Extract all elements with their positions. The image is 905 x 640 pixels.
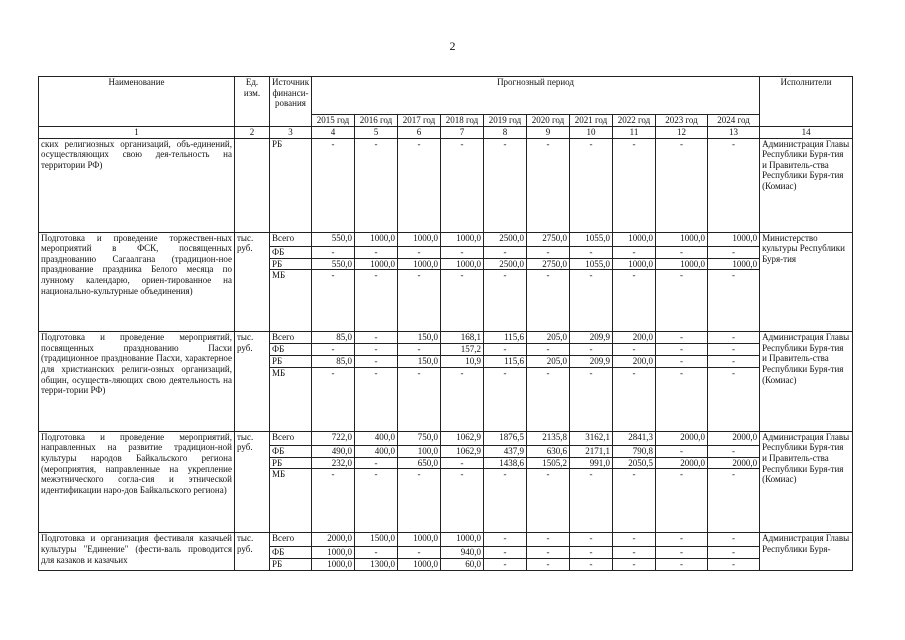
value-cell: - bbox=[708, 356, 760, 368]
value-cell: - bbox=[570, 469, 613, 533]
value-cell: - bbox=[398, 367, 441, 431]
value-cell: 722,0 bbox=[312, 431, 355, 445]
value-cell: - bbox=[656, 332, 708, 344]
value-cell: 2000,0 bbox=[656, 457, 708, 469]
value-cell: - bbox=[708, 533, 760, 547]
row-name: Подготовка и проведение мероприятий, посвященных празднованию Пасхи (традиционное празднование Пасхи, характерное для христианских религи-озных организаций, общин, осуществ-ляющих свою деятельность на терри-тории РФ) bbox=[39, 332, 235, 432]
value-cell: - bbox=[355, 547, 398, 559]
value-cell: - bbox=[570, 367, 613, 431]
value-cell: - bbox=[527, 246, 570, 258]
row-source: МБ bbox=[270, 270, 312, 332]
value-cell: 2750,0 bbox=[527, 258, 570, 270]
value-cell: 168,1 bbox=[441, 332, 484, 344]
value-cell: 650,0 bbox=[398, 457, 441, 469]
value-cell: 2500,0 bbox=[484, 232, 527, 246]
value-cell: 1055,0 bbox=[570, 258, 613, 270]
value-cell: - bbox=[398, 270, 441, 332]
value-cell: - bbox=[656, 138, 708, 232]
value-cell: 2000,0 bbox=[708, 457, 760, 469]
value-cell: - bbox=[570, 547, 613, 559]
value-cell: - bbox=[312, 270, 355, 332]
row-source: РБ bbox=[270, 258, 312, 270]
value-cell: 205,0 bbox=[527, 332, 570, 344]
value-cell: 750,0 bbox=[398, 431, 441, 445]
value-cell: - bbox=[312, 367, 355, 431]
value-cell: - bbox=[656, 559, 708, 571]
value-cell: - bbox=[656, 367, 708, 431]
value-cell: 200,0 bbox=[613, 332, 656, 344]
header-executors: Исполнители bbox=[760, 77, 853, 127]
value-cell: 2171,1 bbox=[570, 445, 613, 457]
value-cell: - bbox=[355, 356, 398, 368]
value-cell: 1000,0 bbox=[398, 533, 441, 547]
value-cell: 2500,0 bbox=[484, 258, 527, 270]
row-unit: тыс. руб. bbox=[235, 533, 270, 571]
col-number: 11 bbox=[613, 127, 656, 139]
col-number: 8 bbox=[484, 127, 527, 139]
value-cell: - bbox=[527, 344, 570, 356]
value-cell: 437,9 bbox=[484, 445, 527, 457]
value-cell: - bbox=[570, 246, 613, 258]
year-header: 2017 год bbox=[398, 115, 441, 127]
col-number: 3 bbox=[270, 127, 312, 139]
value-cell: - bbox=[355, 270, 398, 332]
value-cell: - bbox=[708, 469, 760, 533]
value-cell: 1000,0 bbox=[398, 232, 441, 246]
value-cell: 490,0 bbox=[312, 445, 355, 457]
budget-table bbox=[38, 76, 853, 571]
row-source: МБ bbox=[270, 367, 312, 431]
row-name: ских религиозных организаций, объ-единений, осуществляющих свою дея-тельность на территории РФ) bbox=[39, 138, 235, 232]
value-cell: 150,0 bbox=[398, 356, 441, 368]
value-cell: 1000,0 bbox=[441, 232, 484, 246]
row-name: Подготовка и проведение торжествен-ных мероприятий в ФСК, посвященных празднованию Сагаалгана (традицион-ное празднование праздника Белого месяца по лунному календарю, ориен-тированное на национально-культурные объединения) bbox=[39, 232, 235, 332]
table-row bbox=[39, 232, 853, 246]
value-cell: - bbox=[656, 246, 708, 258]
col-number: 5 bbox=[355, 127, 398, 139]
value-cell: 1000,0 bbox=[441, 533, 484, 547]
value-cell: 1000,0 bbox=[708, 258, 760, 270]
value-cell: - bbox=[527, 138, 570, 232]
value-cell: 1000,0 bbox=[312, 547, 355, 559]
value-cell: - bbox=[527, 270, 570, 332]
value-cell: 1000,0 bbox=[355, 232, 398, 246]
value-cell: 1062,9 bbox=[441, 431, 484, 445]
value-cell: 2000,0 bbox=[708, 431, 760, 445]
value-cell: 150,0 bbox=[398, 332, 441, 344]
table-row bbox=[39, 138, 853, 232]
col-number: 13 bbox=[708, 127, 760, 139]
value-cell: - bbox=[441, 270, 484, 332]
value-cell: 1000,0 bbox=[656, 258, 708, 270]
table-row bbox=[39, 431, 853, 445]
col-number: 10 bbox=[570, 127, 613, 139]
row-source: МБ bbox=[270, 469, 312, 533]
row-source: РБ bbox=[270, 457, 312, 469]
value-cell: - bbox=[441, 367, 484, 431]
row-source: ФБ bbox=[270, 344, 312, 356]
value-cell: - bbox=[484, 246, 527, 258]
value-cell: 115,6 bbox=[484, 356, 527, 368]
value-cell: - bbox=[484, 547, 527, 559]
row-source: Всего bbox=[270, 232, 312, 246]
row-source: Всего bbox=[270, 332, 312, 344]
value-cell: 2000,0 bbox=[312, 533, 355, 547]
row-executors: Администрация Главы Республики Буря-тия и Правитель-ства Республики Буря-тия (Комиас) bbox=[760, 431, 853, 533]
col-number: 1 bbox=[39, 127, 235, 139]
value-cell: - bbox=[398, 246, 441, 258]
value-cell: - bbox=[570, 344, 613, 356]
value-cell: 630,6 bbox=[527, 445, 570, 457]
value-cell: - bbox=[484, 270, 527, 332]
value-cell: 2000,0 bbox=[656, 431, 708, 445]
row-source: РБ bbox=[270, 356, 312, 368]
value-cell: 2135,8 bbox=[527, 431, 570, 445]
col-number: 2 bbox=[235, 127, 270, 139]
table-row bbox=[39, 533, 853, 547]
value-cell: - bbox=[613, 270, 656, 332]
value-cell: 1505,2 bbox=[527, 457, 570, 469]
value-cell: - bbox=[656, 533, 708, 547]
value-cell: 2050,5 bbox=[613, 457, 656, 469]
value-cell: 1876,5 bbox=[484, 431, 527, 445]
row-executors: Администрация Главы Республики Буря- bbox=[760, 533, 853, 571]
value-cell: - bbox=[708, 332, 760, 344]
col-number: 6 bbox=[398, 127, 441, 139]
value-cell: - bbox=[613, 367, 656, 431]
value-cell: 3162,1 bbox=[570, 431, 613, 445]
value-cell: - bbox=[355, 332, 398, 344]
page-number: 2 bbox=[449, 39, 456, 53]
value-cell: - bbox=[613, 547, 656, 559]
value-cell: - bbox=[355, 246, 398, 258]
value-cell: - bbox=[355, 469, 398, 533]
value-cell: 205,0 bbox=[527, 356, 570, 368]
value-cell: - bbox=[484, 469, 527, 533]
row-source: ФБ bbox=[270, 445, 312, 457]
value-cell: 2750,0 bbox=[527, 232, 570, 246]
value-cell: 400,0 bbox=[355, 445, 398, 457]
value-cell: - bbox=[527, 547, 570, 559]
value-cell: 60,0 bbox=[441, 559, 484, 571]
value-cell: - bbox=[312, 138, 355, 232]
value-cell: - bbox=[355, 138, 398, 232]
value-cell: - bbox=[355, 367, 398, 431]
value-cell: 1055,0 bbox=[570, 232, 613, 246]
value-cell: 1000,0 bbox=[441, 258, 484, 270]
row-unit bbox=[235, 138, 270, 232]
value-cell: - bbox=[613, 138, 656, 232]
header-period: Прогнозный период bbox=[312, 77, 760, 115]
value-cell: - bbox=[312, 246, 355, 258]
row-executors: Администрация Главы Республики Буря-тия и Правитель-ства Республики Буря-тия (Комиас) bbox=[760, 332, 853, 432]
year-header: 2018 год bbox=[441, 115, 484, 127]
value-cell: 1000,0 bbox=[613, 258, 656, 270]
col-number: 7 bbox=[441, 127, 484, 139]
value-cell: - bbox=[527, 559, 570, 571]
value-cell: - bbox=[708, 246, 760, 258]
col-number: 14 bbox=[760, 127, 853, 139]
value-cell: - bbox=[656, 469, 708, 533]
value-cell: - bbox=[613, 344, 656, 356]
value-cell: - bbox=[484, 367, 527, 431]
value-cell: - bbox=[312, 469, 355, 533]
value-cell: - bbox=[527, 367, 570, 431]
value-cell: - bbox=[484, 559, 527, 571]
row-name: Подготовка и проведение мероприятий, направленных на развитие традицион-ной культуры народов Байкальского региона (мероприятия, направленные на укрепление межэтнического согла-сия и этнической идентификации наро-дов Байкальского региона) bbox=[39, 431, 235, 533]
value-cell: 209,9 bbox=[570, 356, 613, 368]
value-cell: 209,9 bbox=[570, 332, 613, 344]
value-cell: - bbox=[398, 469, 441, 533]
row-source: Всего bbox=[270, 431, 312, 445]
value-cell: 1300,0 bbox=[355, 559, 398, 571]
value-cell: - bbox=[484, 533, 527, 547]
value-cell: - bbox=[613, 246, 656, 258]
value-cell: 1000,0 bbox=[656, 232, 708, 246]
value-cell: 10,9 bbox=[441, 356, 484, 368]
row-name: Подготовка и организация фестиваля казачьей культуры "Единение" (фести-валь проводится для казаков и казачьих bbox=[39, 533, 235, 571]
value-cell: - bbox=[570, 559, 613, 571]
value-cell: 790,8 bbox=[613, 445, 656, 457]
value-cell: 200,0 bbox=[613, 356, 656, 368]
value-cell: - bbox=[613, 559, 656, 571]
value-cell: - bbox=[398, 547, 441, 559]
row-unit: тыс. руб. bbox=[235, 332, 270, 432]
value-cell: - bbox=[656, 547, 708, 559]
value-cell: 1500,0 bbox=[355, 533, 398, 547]
table-row bbox=[39, 332, 853, 344]
year-header: 2024 год bbox=[708, 115, 760, 127]
value-cell: - bbox=[355, 344, 398, 356]
header-row-top bbox=[39, 77, 853, 115]
row-source: ФБ bbox=[270, 547, 312, 559]
value-cell: - bbox=[441, 138, 484, 232]
value-cell: - bbox=[613, 469, 656, 533]
value-cell: 1438,6 bbox=[484, 457, 527, 469]
year-header: 2022 год bbox=[613, 115, 656, 127]
value-cell: 550,0 bbox=[312, 258, 355, 270]
value-cell: - bbox=[708, 547, 760, 559]
value-cell: - bbox=[484, 138, 527, 232]
value-cell: - bbox=[312, 344, 355, 356]
header-unit: Ед. изм. bbox=[235, 77, 270, 127]
value-cell: - bbox=[398, 344, 441, 356]
value-cell: 232,0 bbox=[312, 457, 355, 469]
value-cell: - bbox=[708, 445, 760, 457]
row-unit: тыс. руб. bbox=[235, 431, 270, 533]
year-header: 2015 год bbox=[312, 115, 355, 127]
value-cell: - bbox=[441, 457, 484, 469]
year-header: 2023 год bbox=[656, 115, 708, 127]
value-cell: 1000,0 bbox=[708, 232, 760, 246]
value-cell: - bbox=[656, 344, 708, 356]
value-cell: 991,0 bbox=[570, 457, 613, 469]
value-cell: 100,0 bbox=[398, 445, 441, 457]
value-cell: 2841,3 bbox=[613, 431, 656, 445]
value-cell: - bbox=[484, 344, 527, 356]
year-header: 2016 год bbox=[355, 115, 398, 127]
column-numbers-row bbox=[39, 127, 853, 139]
value-cell: 1000,0 bbox=[312, 559, 355, 571]
year-header: 2020 год bbox=[527, 115, 570, 127]
value-cell: 1062,9 bbox=[441, 445, 484, 457]
value-cell: - bbox=[398, 138, 441, 232]
value-cell: 115,6 bbox=[484, 332, 527, 344]
value-cell: - bbox=[708, 270, 760, 332]
row-source: РБ bbox=[270, 138, 312, 232]
value-cell: 157,2 bbox=[441, 344, 484, 356]
value-cell: - bbox=[527, 469, 570, 533]
value-cell: - bbox=[708, 367, 760, 431]
row-source: РБ bbox=[270, 559, 312, 571]
value-cell: 550,0 bbox=[312, 232, 355, 246]
row-source: ФБ bbox=[270, 246, 312, 258]
value-cell: 85,0 bbox=[312, 356, 355, 368]
year-header: 2021 год bbox=[570, 115, 613, 127]
value-cell: 1000,0 bbox=[398, 559, 441, 571]
header-name: Наименование bbox=[39, 77, 235, 127]
value-cell: 1000,0 bbox=[398, 258, 441, 270]
value-cell: 940,0 bbox=[441, 547, 484, 559]
col-number: 9 bbox=[527, 127, 570, 139]
value-cell: 85,0 bbox=[312, 332, 355, 344]
value-cell: 1000,0 bbox=[355, 258, 398, 270]
value-cell: - bbox=[570, 138, 613, 232]
row-executors: Министерство культуры Республики Буря-тия bbox=[760, 232, 853, 332]
value-cell: - bbox=[656, 270, 708, 332]
value-cell: - bbox=[613, 533, 656, 547]
value-cell: - bbox=[441, 246, 484, 258]
value-cell: - bbox=[708, 559, 760, 571]
value-cell: - bbox=[527, 533, 570, 547]
row-source: Всего bbox=[270, 533, 312, 547]
year-header: 2019 год bbox=[484, 115, 527, 127]
value-cell: - bbox=[656, 445, 708, 457]
value-cell: - bbox=[708, 138, 760, 232]
row-executors: Администрация Главы Республики Буря-тия и Правитель-ства Республики Буря-тия (Комиас) bbox=[760, 138, 853, 232]
value-cell: - bbox=[656, 356, 708, 368]
value-cell: 1000,0 bbox=[613, 232, 656, 246]
value-cell: 400,0 bbox=[355, 431, 398, 445]
col-number: 12 bbox=[656, 127, 708, 139]
value-cell: - bbox=[355, 457, 398, 469]
value-cell: - bbox=[441, 469, 484, 533]
col-number: 4 bbox=[312, 127, 355, 139]
value-cell: - bbox=[708, 344, 760, 356]
value-cell: - bbox=[570, 533, 613, 547]
header-source: Источник финанси-рования bbox=[270, 77, 312, 127]
value-cell: - bbox=[570, 270, 613, 332]
row-unit: тыс. руб. bbox=[235, 232, 270, 332]
